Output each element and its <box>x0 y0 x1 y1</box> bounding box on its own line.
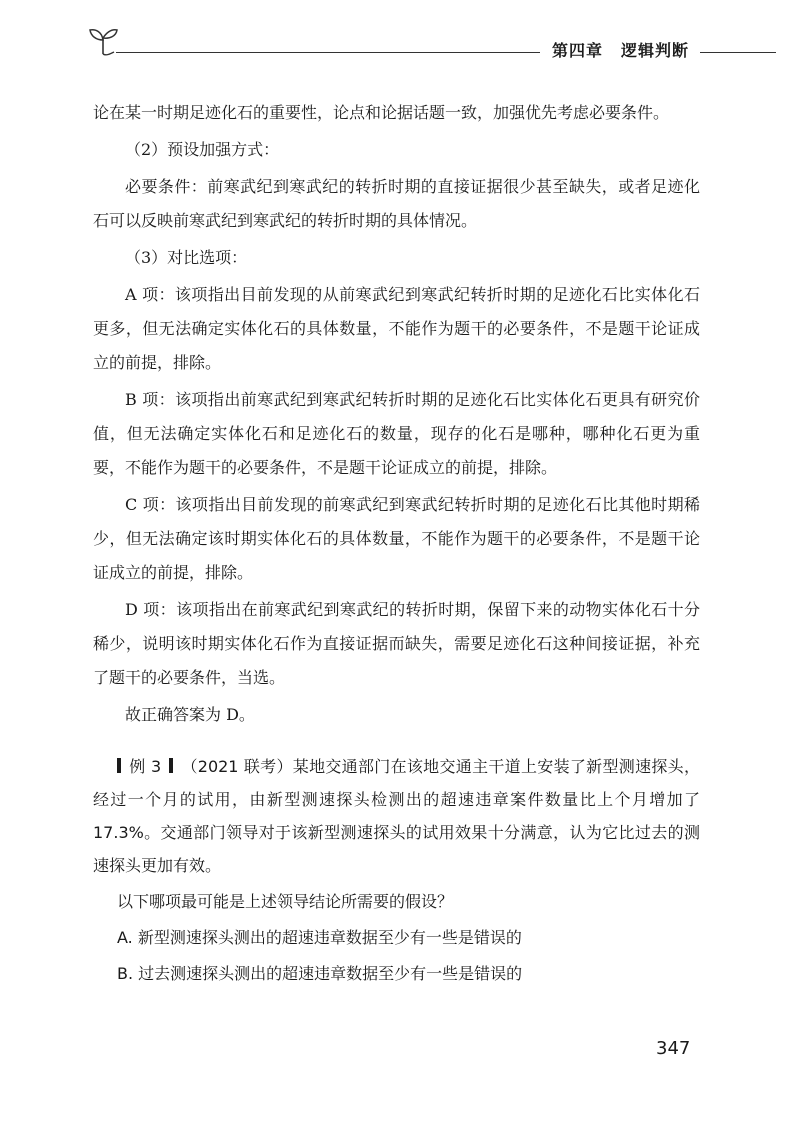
header-chapter: 第四章 <box>552 41 604 60</box>
option-analysis-d: D 项：该项指出在前寒武纪到寒武纪的转折时期，保留下来的动物实体化石十分稀少，说明该时期实体化石作为直接证据而缺失，需要足迹化石这种间接证据，补充了题干的必要条件，当选。 <box>93 600 700 687</box>
example-marker-left <box>117 758 121 773</box>
page-number: 347 <box>656 1038 691 1059</box>
header-rule-left <box>116 52 540 53</box>
analysis-continued-line: 论在某一时期足迹化石的重要性，论点和论据话题一致，加强优先考虑必要条件。 <box>93 103 670 122</box>
preset-text: 必要条件：前寒武纪到寒武纪的转折时期的直接证据很少甚至缺失，或者足迹化石可以反映前寒武纪到寒武纪的转折时期的具体情况。 <box>93 177 700 230</box>
page-header <box>0 0 800 70</box>
option-analysis-c: C 项：该项指出目前发现的前寒武纪到寒武纪转折时期的足迹化石比其他时期稀少，但无法确定该时期实体化石的具体数量，不能作为题干的必要条件，不是题干论证成立的前提，排除。 <box>93 495 700 582</box>
header-section: 逻辑判断 <box>621 41 690 60</box>
example-stem-text: 某地交通部门在该地交通主干道上安装了新型测速探头，经过一个月的试用，由新型测速探头检测出的超速违章案件数量比上个月增加了 17.3%。交通部门领导对于该新型测速探头的试用效果十分满意，认为它比过去的测速探头更加有效。 <box>93 757 700 875</box>
example-stem <box>93 750 700 882</box>
example-block <box>93 750 700 990</box>
example-label: 例 3 <box>129 757 162 776</box>
header-rule-right <box>700 52 776 53</box>
choice-a: A. 新型测速探头测出的超速违章数据至少有一些是错误的 <box>117 928 522 947</box>
option-analysis-b: B 项：该项指出前寒武纪到寒武纪转折时期的足迹化石比实体化石更具有研究价值，但无法确定实体化石和足迹化石的数量，现存的化石是哪种，哪种化石更为重要，不能作为题干的必要条件，不是题干论证成立的前提，排除。 <box>93 390 700 477</box>
option-analysis-a: A 项：该项指出目前发现的从前寒武纪到寒武纪转折时期的足迹化石比实体化石更多，但无法确定实体化石的具体数量，不能作为题干的必要条件，不是题干论证成立的前提，排除。 <box>93 285 700 372</box>
choice-b: B. 过去测速探头测出的超速违章数据至少有一些是错误的 <box>117 964 523 983</box>
header-title <box>552 38 689 61</box>
example-marker-right <box>169 758 173 773</box>
compare-heading: （3）对比选项： <box>125 248 248 267</box>
example-question: 以下哪项最可能是上述领导结论所需要的假设？ <box>117 892 454 911</box>
sprout-icon <box>86 24 120 58</box>
example-source: （2021 联考） <box>181 757 293 776</box>
page-body <box>93 96 700 993</box>
answer-line: 故正确答案为 D。 <box>125 705 255 724</box>
preset-heading: （2）预设加强方式： <box>125 140 280 159</box>
